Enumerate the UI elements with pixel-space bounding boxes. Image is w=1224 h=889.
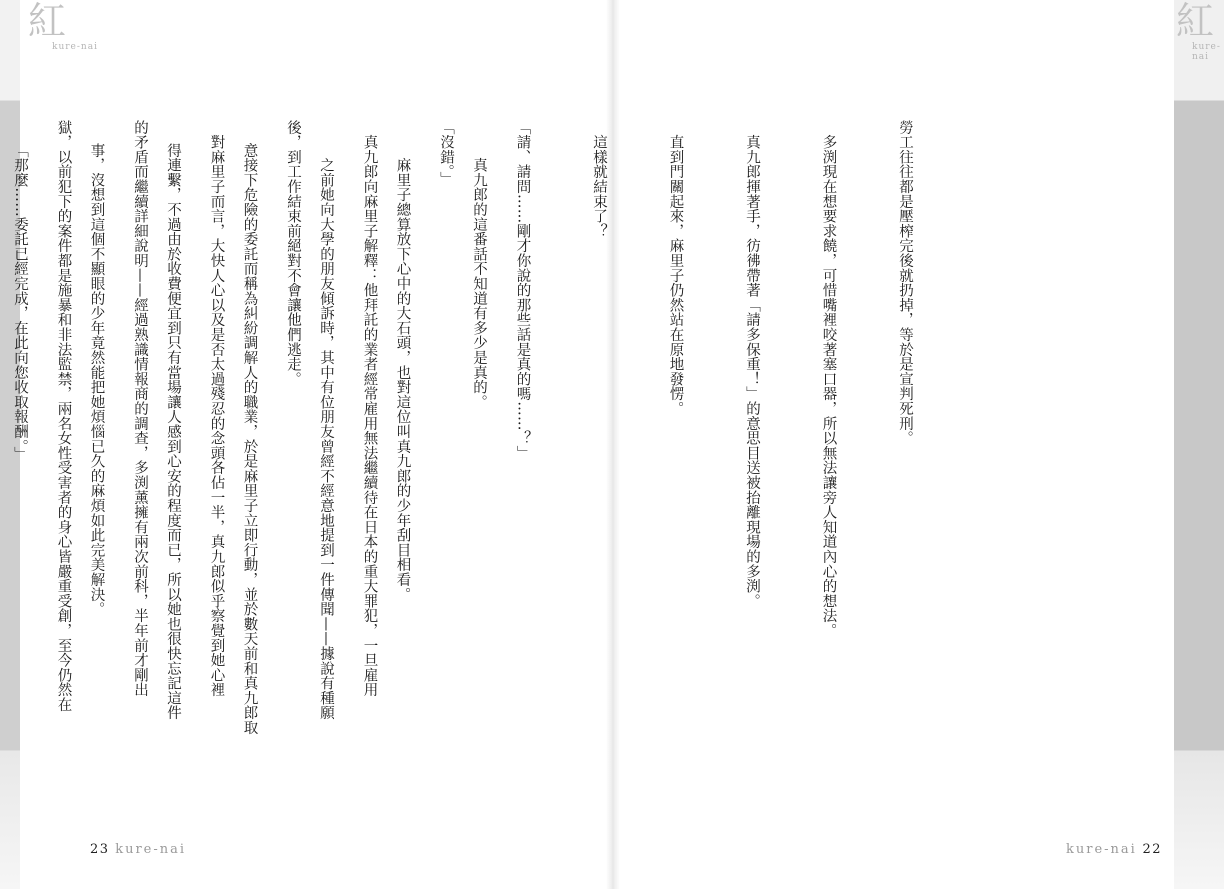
left-logo-glyph: 紅 xyxy=(28,0,67,43)
right-logo-subtitle: kure-nai xyxy=(1192,42,1221,62)
text-line: 的矛盾而繼續詳細說明——經過熟識情報商的調查，多渕薰擁有兩次前科，半年前才剛出 xyxy=(132,120,148,698)
text-line: 「那麼……委託已經完成，在此向您收取報酬。」 xyxy=(12,143,28,462)
text-line: 真九郎向麻里子解釋：他拜託的業者經常雇用無法繼續待在日本的重大罪犯，一旦雇用 xyxy=(361,120,378,698)
text-line: 事，沒想到這個不顯眼的少年竟然能把她煩惱已久的麻煩如此完美解決。 xyxy=(88,143,105,617)
text-line: 得連繫，不過由於收費便宜到只有當場讓人感到心安的程度而已，所以她也很快忘記這件 xyxy=(165,143,181,721)
text-line: 真九郎的這番話不知道有多少是真的。 xyxy=(471,143,487,410)
text-line: 「沒錯。」 xyxy=(438,120,454,187)
text-line: 意接下危險的委託而稱為糾紛調解人的職業，於是麻里子立即行動，並於數天前和真九郎取 xyxy=(241,143,258,735)
text-line: 直到門關起來，麻里子仍然站在原地發愣。 xyxy=(667,120,684,416)
text-line: 麻里子總算放下心中的大石頭，也對這位叫真九郎的少年刮目相看。 xyxy=(394,143,411,602)
left-folio xyxy=(90,842,186,857)
text-line: 多渕現在想要求饒，可惜嘴裡咬著塞口器，所以無法讓旁人知道內心的想法。 xyxy=(820,120,837,638)
left-running-title: kure-nai xyxy=(115,842,187,857)
right-folio xyxy=(1066,842,1162,857)
text-line: 獄，以前犯下的案件都是施暴和非法監禁，兩名女性受害者的身心皆嚴重受創，至今仍然在 xyxy=(55,120,72,712)
text-line: 後，到工作結束前絕對不會讓他們逃走。 xyxy=(285,120,301,387)
left-logo-subtitle: kure-nai xyxy=(52,42,98,52)
right-running-title: kure-nai xyxy=(1066,842,1137,857)
text-line: 勞工往往都是壓榨完後就扔掉，等於是宣判死刑。 xyxy=(897,120,913,446)
right-edge-band xyxy=(1174,0,1224,889)
text-line: 「請、請問……剛才你說的那些話是真的嗎……？」 xyxy=(514,120,531,461)
left-page-number: 23 xyxy=(90,842,110,857)
text-line: 這樣就結束了？ xyxy=(591,120,607,239)
right-logo-glyph: 紅 xyxy=(1176,0,1215,43)
text-line: 真九郎揮著手，彷彿帶著「請多保重！」的意思目送被抬離現場的多渕。 xyxy=(744,120,760,609)
right-page-number: 22 xyxy=(1142,842,1163,857)
text-line: 之前她向大學的朋友傾訴時，其中有位朋友曾經不經意地提到一件傳聞——據說有種願 xyxy=(318,143,334,721)
text-line: 對麻里子而言，大快人心以及是否太過殘忍的念頭各佔一半，真九郎似乎察覺到她心裡 xyxy=(208,120,225,698)
